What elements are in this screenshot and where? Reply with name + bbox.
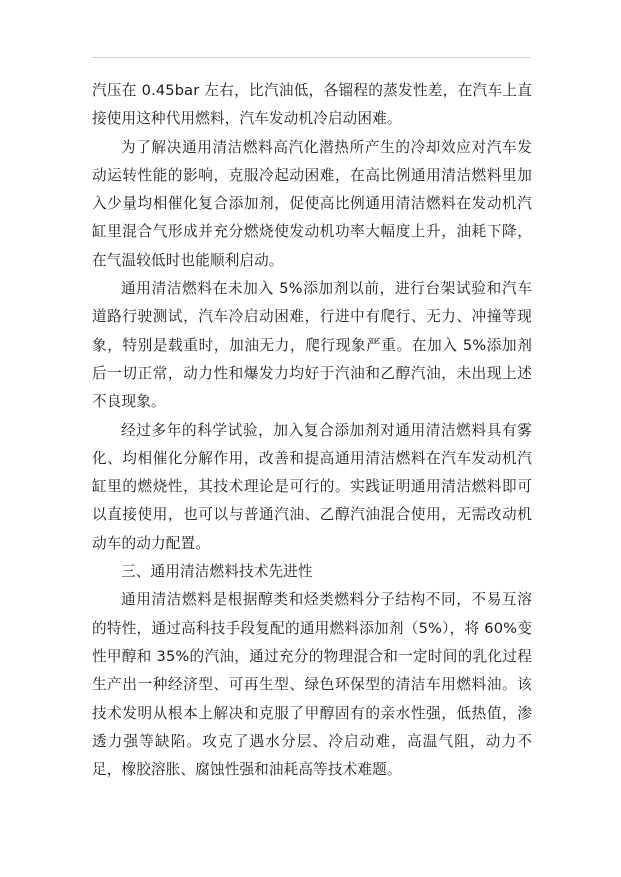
paragraph-continuation: 汽压在 0.45bar 左右，比汽油低，各镏程的蒸发性差，在汽车上直接使用这种代用燃料，汽车发动机冷启动困难。 [92,82,532,128]
paragraph-scientific-experiments: 经过多年的科学试验，加入复合添加剂对通用清洁燃料具有雾化、均相催化分解作用，改善和提高通用清洁燃料在汽车发动机汽缸里的燃烧性，其技术理论是可行的。实践证明通用清洁燃料即可以直接使用，也可以与普通汽油、乙醇汽油混合使用，无需改动机动车的动力配置。 [92,421,532,552]
paragraph-test-results: 通用清洁燃料在未加入 5%添加剂以前，进行台架试验和汽车道路行驶测试，汽车冷启动困难，行进中有爬行、无力、冲撞等现象，特别是载重时，加油无力，爬行现象严重。在加入 5%添加剂后一切正常，动力性和爆发力均好于汽油和乙醇汽油，未出现上述不良现象。 [92,280,532,411]
paragraph-technology-advantages: 通用清洁燃料是根据醇类和烃类燃料分子结构不同，不易互溶的特性，通过高科技手段复配的通用燃料添加剂（5%），将 60%变性甲醇和 35%的汽油，通过充分的物理混合和一定时间的乳化过程生产出一种经济型、可再生型、绿色环保型的清洁车用燃料油。该技术发明从根本上解决和克服了甲醇固有的亲水性强，低热值，渗透力强等缺陷。攻克了遇水分层、冷启动难，高温气阻，动力不足，橡胶溶胀、腐蚀性强和油耗高等技术难题。 [92,591,532,779]
document-body [92,77,532,784]
section-heading-3: 三、通用清洁燃料技术先进性 [121,563,313,581]
paragraph-cold-start-solution: 为了解决通用清洁燃料高汽化潜热所产生的冷却效应对汽车发动运转性能的影响，克服冷起动困难，在高比例通用清洁燃料里加入少量均相催化复合添加剂，促使高比例通用清洁燃料在发动机汽缸里混合气形成并充分燃烧使发动机功率大幅度上升，油耗下降，在气温较低时也能顺利启动。 [92,138,532,269]
header-rule [92,57,530,58]
